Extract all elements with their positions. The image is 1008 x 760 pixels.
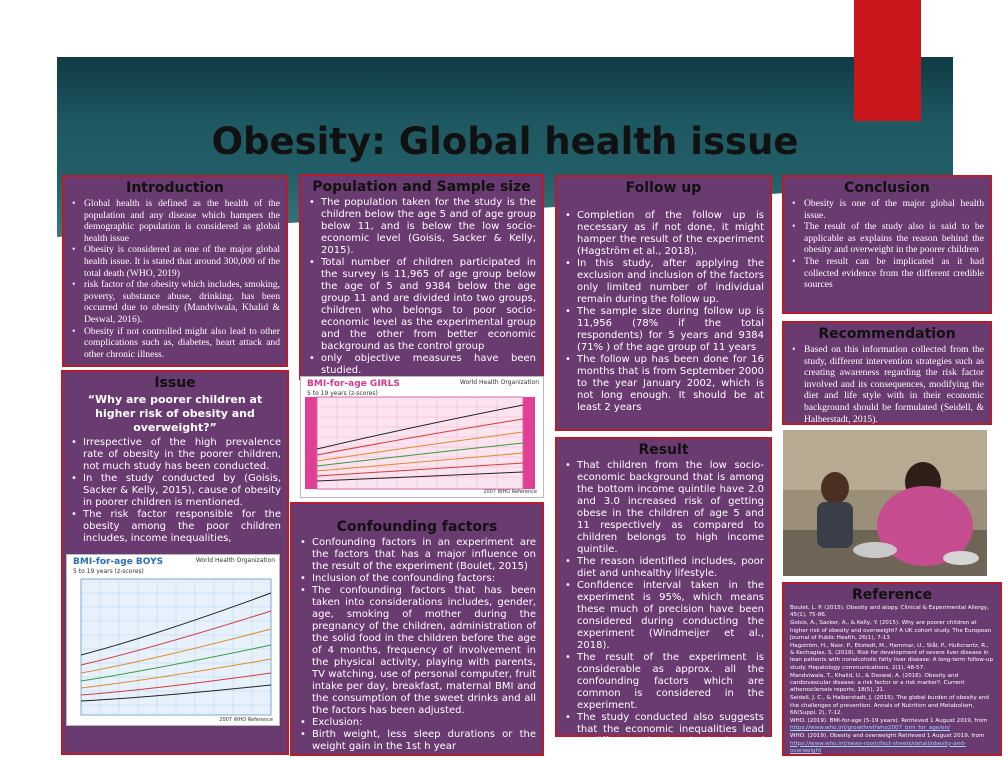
bmi-boys-title: BMI-for-age BOYS [73,557,164,567]
reference-entry-text: WHO. (2019). Obesity and overweight Retrieved 1 August 2019, from [790,733,985,740]
recommendation-heading: Recommendation [818,326,956,342]
bmi-boys-subtitle: 5 to 19 years (z-scores) [73,568,144,575]
poster-title: Obesity: Global health issue [211,120,799,163]
who-logo-text: World Health Organization [195,557,275,564]
confounding-list [298,537,536,753]
list-item: • The confounding factors that has been taken into considerations includes, gender, age, smoking of mother during the pregnancy of the children, administration of the solid food in the children before the age of 4 months, frequency of involvement in the physical activity, playing with parents, TV watching, use of personal computer, fruit intake per day, breakfast, maternal BMI and the consumption of the sweet drinks and all the factors has been adjusted. [298,585,536,717]
list-item: • Completion of the follow up is necessary as if not done, it might hamper the result of the experiment (Hagström et al., 2018). [563,210,764,258]
issue-list [69,437,281,545]
reference-list [790,605,994,755]
list-item: • The risk factor responsible for the obesity among the poor children includes, income inequalities, [69,509,281,545]
reference-entry [790,718,994,732]
issue-question: “Why are poorer children at higher risk of obesity and overweight?” [87,393,263,434]
reference-entry: Hagström, H., Nasr, P., Ekstedt, M., Hammar, U., Stål, P., Hultcrantz, R., & Kechagias, S. (2018). Risk for development of severe liver disease in lean patients with nonalcoholic fatty liver disease: A long-term follow-up study. Hepatology communications, 2(1), 48-57. [790,643,994,671]
confounding-heading: Confounding factors [336,519,498,535]
list-item: • Exclusion: [298,717,536,729]
reference-entry: Boulet, L. P. (2015). Obesity and atopy. Clinical & Experimental Allergy, 45(1), 75-86. [790,605,989,619]
list-item: • The result can be implicated as it had collected evidence from the different credible sources [790,256,984,291]
list-item: • In the study conducted by (Goisis, Sacker & Kelly, 2015), cause of obesity in poorer children is mentioned. [69,473,281,509]
reference-panel [782,582,1002,756]
list-item: • In this study, after applying the exclusion and inclusion of the factors only limited number of individual remain during the follow up. [563,258,764,306]
population-list [307,197,536,377]
recommendation-panel [782,321,992,425]
introduction-panel [62,175,288,367]
list-item: • The result of the experiment is considerable as approx. all the confounding factors which are common is considered in the experiment. [563,652,764,712]
bmi-boys-graph [67,555,281,727]
confounding-panel [290,502,544,756]
list-item: • Obesity if not controlled might also lead to other complications such as, diabetes, heart attack and other chronic illness. [70,326,280,361]
list-item: • Total number of children participated in the survey is 11,965 of age group below the age of 5 and 9384 below the age group 11 and are divided into two groups, children who belongs to poor socio-economic level as the experimental group and the other from better economic background as the control group [307,257,536,353]
red-accent-tab [854,0,921,121]
followup-list [563,210,764,414]
list-item: • Irrespective of the high prevalence rate of obesity in the poorer children, not much study has been conducted. [69,437,281,473]
list-item: • The population taken for the study is the children below the age 5 and of age group below 11, and is below the low socio-economic level (Goisis, Sacker & Kelly, 2015). [307,197,536,257]
reference-link[interactable]: https://www.who.int/news-room/fact-sheets/detail/obesity-and-overweight [790,740,966,754]
introduction-heading: Introduction [126,180,224,196]
list-item: • The follow up has been done for 16 months that is from September 2000 to the year January 2002, which is not long enough. It should be at least 2 years [563,354,764,414]
conclusion-panel [782,175,992,314]
list-item: • Confounding factors in an experiment are the factors that has a major influence on the result of the experiment (Boulet, 2015) [298,537,536,573]
list-item: • Inclusion of the confounding factors: [298,573,536,585]
reference-entry: Seidell, J. C., & Halberstadt, J. (2015). The global burden of obesity and the challenges of prevention. Annals of Nutrition and Metabolism, 66(Suppl. 2), 7-12. [790,695,989,716]
list-item: • risk factor of the obesity which includes, smoking, poverty, substance abuse, drinking. has been occurred due to obesity (Mandviwala, Khalid & Deswal, 2016). [70,279,280,325]
list-item: • That children from the low socio-economic background that is among the bottom income quintile have 2.0 and 3.0 increased risk of getting obese in the children of age 5 and 11 respectively as compared to children belongs to high income quintile. [563,460,764,556]
reference-entry: Goisis, A., Sacker, A., & Kelly, Y. (2015). Why are poorer children at higher risk of obesity and overweight? A UK cohort study. The European Journal of Public Health, 26(1), 7-13 [790,620,992,641]
result-list [563,460,764,760]
reference-entry-text: WHO. (2019). BMI-for-age (5-19 years). Retrieved 1 August 2019, from [790,718,988,725]
children-photo [783,430,987,576]
list-item: • The result of the study also is said to be applicable as explains the reason behind the obesity and overweight in the poorer children [790,221,984,256]
followup-panel [555,175,772,431]
list-item: • Obesity is considered as one of the major global health issue. It is stated that around 300,000 of the total death (WHO, 2019) [70,244,280,279]
children-photo-illustration [783,430,987,576]
reference-entry [790,733,994,755]
followup-heading: Follow up [625,180,702,196]
list-item: • The study conducted also suggests that the economic inequalities lead to difference in the obesity level of the children [563,712,764,760]
list-item: • Confidence interval taken in the experiment is 95%, which means these much of precision have been considered during conducting the experiment (Windmeijer et al., 2018). [563,580,764,652]
list-item: • only objective measures have been studied. [307,353,536,377]
list-item: • Birth weight, less sleep durations or the weight gain in the 1st h year [298,729,536,753]
list-item: • Obesity is one of the major global health issue. [790,198,984,221]
conclusion-heading: Conclusion [844,180,930,196]
reference-heading: Reference [851,587,933,603]
result-panel [555,437,772,759]
recommendation-list [790,344,984,425]
bmi-girls-subtitle: 5 to 19 years (z-scores) [307,390,378,397]
reference-entry: Mandviwala, T., Khalid, U., & Deswal, A. (2016). Obesity and cardiovascular disease: a risk factor or a risk marker?. Current atherosclerosis reports, 18(5), 21. [790,672,965,694]
population-heading: Population and Sample size [312,179,531,195]
bmi-boys-chart [66,554,280,726]
bmi-girls-chart [300,376,544,498]
list-item: • The reason identified includes, poor diet and unhealthy lifestyle. [563,556,764,580]
bmi-boys-footer: 2007 WHO Reference [219,717,273,723]
introduction-list [70,198,280,360]
population-panel [299,174,544,380]
list-item: • Based on this information collected from the study, different intervention strategies such as creating awareness regarding the risk factor involved and its consequences, modifying the diet and life style with in their economic background should be formulated (Seidell, & Halberstadt, 2015). [790,344,984,425]
reference-link[interactable]: https://www.who.int/growthref/who2007_bmi_for_age/en/ [790,725,950,732]
bmi-girls-footer: 2007 WHO Reference [483,489,537,495]
list-item: • Global health is defined as the health of the population and any disease which hampers the demographic population is considered as global health issue [70,198,280,244]
issue-heading: Issue [154,375,196,391]
conclusion-list [790,198,984,291]
bmi-girls-graph [301,377,545,499]
list-item: • The sample size during follow up is 11,956 (78% if the total respondents) for 5 years and 9384 (71% ) of the age group of 11 years [563,306,764,354]
result-heading: Result [638,442,689,458]
who-logo-text: World Health Organization [459,379,539,386]
bmi-girls-title: BMI-for-age GIRLS [307,379,400,389]
